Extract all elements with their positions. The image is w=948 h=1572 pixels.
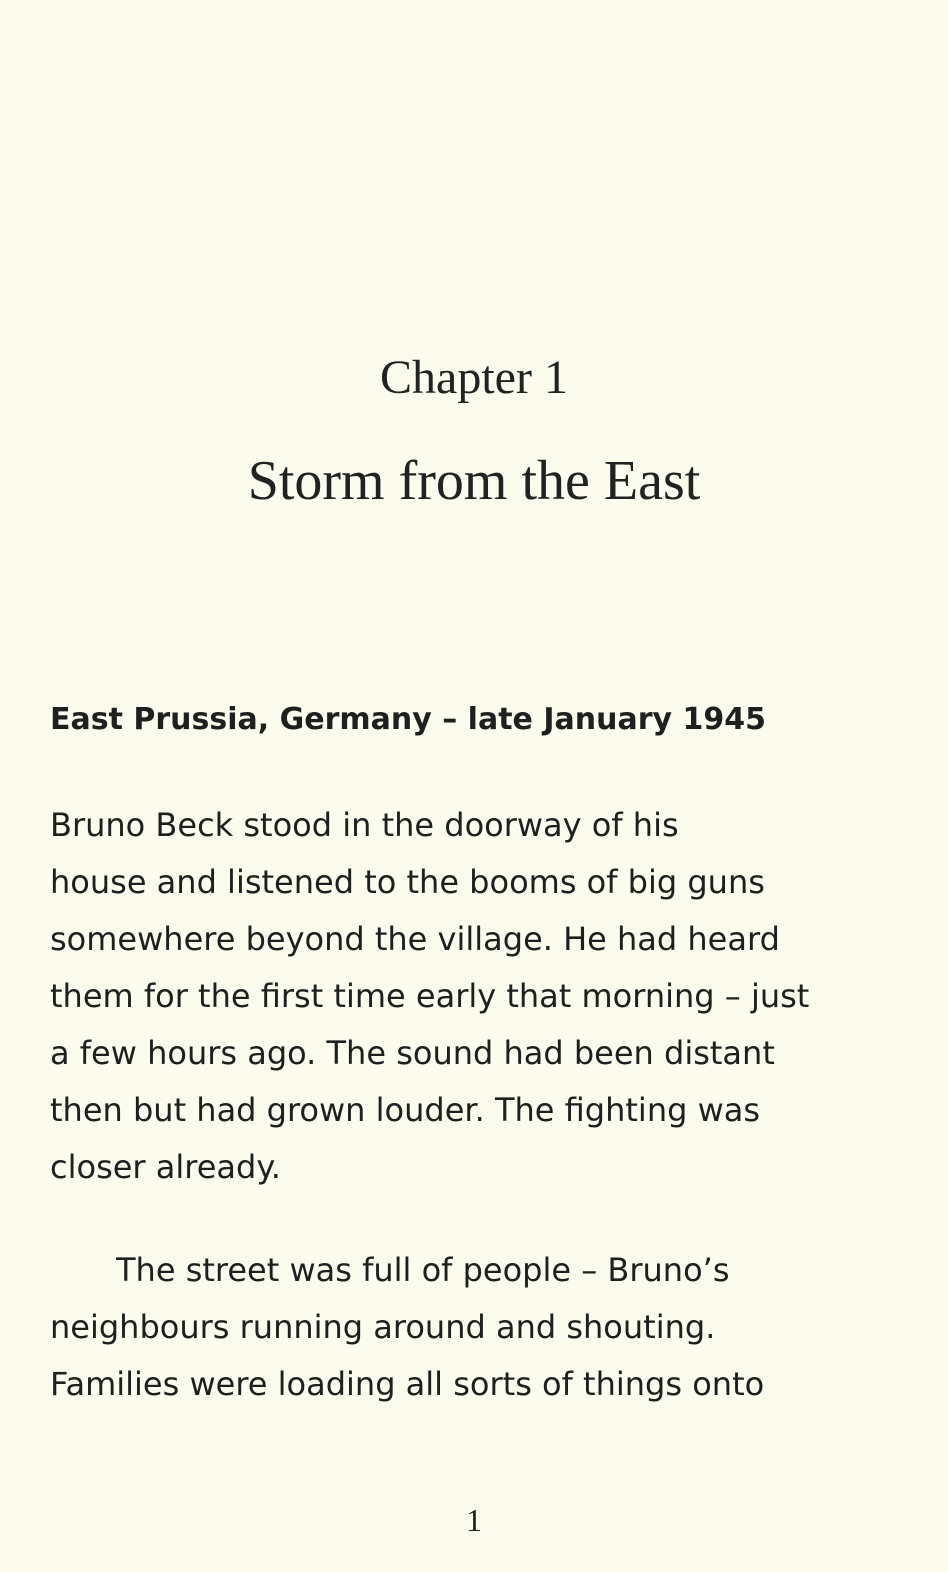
- paragraph-2: [50, 1242, 764, 1413]
- text-line: Families were loading all sorts of things onto: [50, 1365, 765, 1403]
- chapter-title: Storm from the East: [247, 450, 701, 512]
- text-line: neighbours running around and shouting.: [50, 1308, 716, 1346]
- paragraph-1: [50, 797, 809, 1196]
- text-line: The street was full of people – Bruno’s: [116, 1251, 730, 1289]
- text-line: closer already.: [50, 1148, 281, 1186]
- text-line: Bruno Beck stood in the doorway of his: [50, 806, 679, 844]
- dateline: East Prussia, Germany – late January 1945: [50, 702, 766, 737]
- chapter-number: Chapter 1: [380, 351, 568, 404]
- text-line: then but had grown louder. The fighting was: [50, 1091, 761, 1129]
- text-line: a few hours ago. The sound had been distant: [50, 1034, 775, 1072]
- text-line: house and listened to the booms of big guns: [50, 863, 765, 901]
- page-number: 1: [466, 1502, 482, 1538]
- text-line: them for the first time early that morning – just: [50, 977, 810, 1015]
- text-line: somewhere beyond the village. He had heard: [50, 920, 780, 958]
